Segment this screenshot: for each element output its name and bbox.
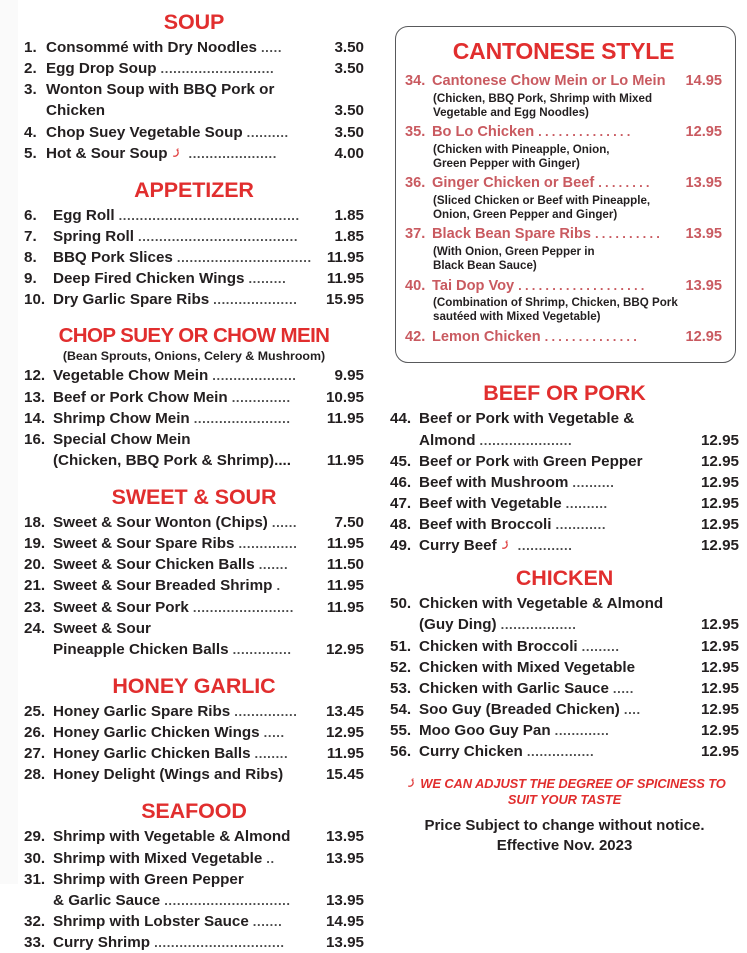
dot-leader: ........ bbox=[254, 746, 289, 762]
menu-item-price: 13.95 bbox=[325, 934, 364, 951]
menu-item-price: 11.95 bbox=[326, 451, 364, 469]
menu-item-price: 12.95 bbox=[700, 452, 739, 470]
menu-item-name-continued: Chicken bbox=[46, 102, 106, 120]
menu-item-price: 3.50 bbox=[334, 123, 364, 141]
effective-date: Effective Nov. 2023 bbox=[496, 836, 633, 854]
cantonese-menu-item bbox=[405, 123, 722, 143]
menu-item-number: 36. bbox=[405, 175, 426, 192]
dot-leader: ............................... bbox=[154, 935, 285, 950]
menu-item-number: 31. bbox=[24, 870, 46, 888]
menu-item bbox=[390, 451, 739, 472]
menu-item-price: 14.95 bbox=[685, 73, 722, 89]
menu-item-number: 12. bbox=[24, 367, 46, 385]
menu-item-number: 45. bbox=[390, 452, 412, 470]
menu-item-price: 3.50 bbox=[334, 39, 364, 56]
menu-item-number: 3. bbox=[24, 81, 37, 99]
menu-item-name-continued: (Chicken, BBQ Pork & Shrimp).... bbox=[53, 451, 291, 469]
menu-item-name: Consommé with Dry Noodles bbox=[46, 39, 257, 56]
menu-item-price: 12.95 bbox=[700, 637, 739, 655]
menu-item-number: 13. bbox=[24, 388, 46, 406]
menu-item-name: Egg Drop Soup bbox=[46, 60, 157, 78]
menu-item-price: 12.95 bbox=[700, 431, 739, 449]
menu-item-number: 37. bbox=[405, 226, 426, 243]
menu-item-name: Spring Roll bbox=[53, 227, 134, 245]
menu-item-number: 47. bbox=[390, 494, 412, 512]
menu-item-number: 23. bbox=[24, 598, 46, 616]
menu-item-description: (Chicken, BBQ Pork, Shrimp with Mixed Vegetable and Egg Noodles) bbox=[433, 91, 653, 119]
menu-item-name: Sweet & Sour Chicken Balls bbox=[53, 556, 255, 574]
dot-leader: .. bbox=[266, 850, 275, 866]
dot-leader: .......... bbox=[572, 474, 615, 490]
section-heading: SEAFOOD bbox=[141, 799, 247, 824]
menu-item-price: 12.95 bbox=[685, 124, 722, 141]
menu-item-price: 12.95 bbox=[700, 722, 739, 740]
menu-item-number: 35. bbox=[405, 124, 426, 141]
menu-item bbox=[24, 79, 364, 100]
menu-item-continuation bbox=[24, 100, 364, 121]
menu-item-number: 25. bbox=[24, 702, 46, 720]
dot-leader: ........................... bbox=[160, 61, 275, 77]
menu-item-number: 46. bbox=[390, 473, 412, 491]
menu-item-price: 3.50 bbox=[334, 60, 364, 78]
menu-item-name: Beef or Pork Chow Mein bbox=[53, 388, 228, 406]
menu-item-name: Hot & Sour Soup bbox=[46, 143, 185, 164]
menu-item-price: 13.95 bbox=[685, 175, 722, 192]
menu-item bbox=[24, 826, 364, 847]
dot-leader: ...................... bbox=[479, 432, 573, 448]
menu-item bbox=[24, 575, 364, 596]
menu-item-number: 8. bbox=[24, 249, 37, 266]
menu-item bbox=[24, 869, 364, 890]
menu-item-price: 13.45 bbox=[325, 702, 364, 720]
menu-item-price: 1.85 bbox=[334, 206, 364, 224]
menu-item-number: 26. bbox=[24, 724, 46, 741]
menu-item-name: Beef with Broccoli bbox=[419, 516, 552, 534]
dot-leader: ........ bbox=[598, 175, 653, 191]
menu-item-number: 16. bbox=[24, 430, 46, 448]
menu-item-price: 12.95 bbox=[700, 700, 739, 718]
menu-item-name: Beef or Pork with Green Pepper bbox=[419, 452, 643, 470]
menu-item-price: 4.00 bbox=[334, 144, 364, 162]
menu-item-number: 14. bbox=[24, 409, 46, 427]
menu-item bbox=[390, 535, 739, 556]
section-heading: APPETIZER bbox=[134, 177, 254, 202]
menu-item-price: 11.95 bbox=[326, 535, 364, 553]
menu-item-name: Chicken with Vegetable & Almond bbox=[419, 595, 664, 613]
menu-item-number: 10. bbox=[24, 291, 46, 309]
menu-item-continuation bbox=[24, 639, 364, 660]
menu-item-number: 56. bbox=[390, 743, 412, 761]
menu-item bbox=[24, 701, 364, 722]
dot-leader: ..... bbox=[260, 40, 283, 55]
menu-footer bbox=[390, 776, 739, 856]
menu-item-name: Cantonese Chow Mein or Lo Mein bbox=[432, 73, 666, 89]
menu-item-price: 13.95 bbox=[325, 891, 364, 909]
menu-item-name: Chicken with Mixed Vegetable bbox=[419, 658, 636, 676]
menu-item-number: 50. bbox=[390, 595, 412, 613]
right-menu-column bbox=[380, 0, 747, 884]
spiciness-notice bbox=[390, 776, 739, 808]
dot-leader: ................ bbox=[526, 744, 595, 760]
menu-item-number: 21. bbox=[24, 577, 46, 595]
menu-item-number: 4. bbox=[24, 123, 37, 141]
menu-item bbox=[390, 493, 739, 514]
menu-item-price: 10.95 bbox=[325, 388, 364, 406]
menu-item-number: 6. bbox=[24, 206, 37, 224]
dot-leader: ............ bbox=[555, 517, 607, 533]
dot-leader: .............. bbox=[232, 641, 292, 657]
menu-item-number: 44. bbox=[390, 410, 412, 428]
dot-leader: ................... bbox=[518, 277, 648, 293]
menu-item-name: Black Bean Spare Ribs bbox=[432, 226, 591, 243]
menu-item-price: 12.95 bbox=[700, 743, 739, 761]
dot-leader: .... bbox=[623, 701, 641, 717]
dot-leader: ..... bbox=[263, 725, 285, 740]
dot-leader: .......... bbox=[565, 495, 608, 511]
menu-item bbox=[24, 247, 364, 268]
menu-item-price: 3.50 bbox=[334, 102, 364, 120]
dot-leader: ....... bbox=[258, 557, 289, 573]
section-heading: HONEY GARLIC bbox=[112, 673, 276, 698]
menu-item-description: (Sliced Chicken or Beef with Pineapple, Onion, Green Pepper and Ginger) bbox=[433, 194, 651, 222]
menu-item bbox=[24, 387, 364, 408]
dot-leader: ..... bbox=[612, 680, 634, 696]
menu-item-number: 40. bbox=[405, 277, 426, 294]
menu-item-price: 12.95 bbox=[700, 537, 739, 555]
menu-item bbox=[24, 618, 364, 639]
menu-item-price: 12.95 bbox=[700, 494, 739, 512]
menu-item-number: 29. bbox=[24, 828, 46, 846]
dot-leader: ......... bbox=[581, 638, 620, 654]
menu-item-name: Shrimp Chow Mein bbox=[53, 409, 190, 427]
menu-item-number: 28. bbox=[24, 766, 46, 784]
menu-item-price: 11.95 bbox=[326, 270, 364, 288]
menu-item-price: 11.95 bbox=[326, 409, 364, 427]
menu-item-description: (With Onion, Green Pepper in Black Bean Sauce) bbox=[433, 245, 595, 273]
menu-item-price: 13.95 bbox=[685, 226, 722, 243]
dot-leader: . bbox=[276, 578, 281, 594]
menu-item-name: Dry Garlic Spare Ribs bbox=[53, 291, 210, 309]
menu-item-price: 11.95 bbox=[326, 249, 364, 266]
cantonese-style-heading: CANTONESE STYLE bbox=[452, 38, 675, 64]
section-heading: BEEF OR PORK bbox=[483, 381, 646, 406]
menu-item-number: 24. bbox=[24, 619, 46, 637]
menu-item-name: Egg Roll bbox=[53, 206, 115, 224]
menu-item bbox=[24, 205, 364, 226]
menu-item-price: 12.95 bbox=[700, 473, 739, 491]
menu-item bbox=[24, 848, 364, 869]
dot-leader: ....................... bbox=[193, 410, 291, 426]
menu-item-name: Beef with Vegetable bbox=[419, 494, 562, 512]
dot-leader: .......... bbox=[594, 226, 664, 242]
dot-leader: .................... bbox=[212, 368, 297, 384]
menu-item bbox=[24, 429, 364, 450]
menu-item bbox=[24, 743, 364, 764]
menu-item bbox=[390, 657, 739, 678]
dot-leader: ...................................... bbox=[138, 228, 299, 244]
chili-pepper-icon bbox=[497, 537, 514, 554]
menu-item-price: 14.95 bbox=[325, 912, 364, 930]
menu-item-price: 12.95 bbox=[325, 724, 364, 741]
menu-item-number: 42. bbox=[405, 328, 426, 345]
spiciness-notice-line1: WE CAN ADJUST THE DEGREE OF SPICINESS TO bbox=[420, 776, 726, 792]
menu-item-name: Soo Guy (Breaded Chicken) bbox=[419, 700, 620, 718]
menu-item-number: 7. bbox=[24, 227, 37, 245]
menu-item-number: 53. bbox=[390, 679, 412, 697]
menu-item-number: 18. bbox=[24, 514, 46, 531]
menu-item-number: 34. bbox=[405, 73, 426, 89]
section-subtitle: (Bean Sprouts, Onions, Celery & Mushroom) bbox=[62, 349, 326, 364]
menu-item-price: 13.95 bbox=[685, 277, 722, 294]
menu-item bbox=[24, 932, 364, 953]
menu-item-price: 12.95 bbox=[700, 616, 739, 634]
menu-item-price: 11.95 bbox=[326, 745, 364, 763]
menu-item bbox=[24, 554, 364, 575]
menu-item-name: Curry Shrimp bbox=[53, 934, 151, 951]
section-heading: CHOP SUEY OR CHOW MEIN bbox=[58, 324, 330, 348]
dot-leader: ........................................... bbox=[118, 207, 300, 223]
menu-item-name: Curry Chicken bbox=[419, 743, 523, 761]
menu-item bbox=[24, 37, 364, 58]
menu-item bbox=[24, 268, 364, 289]
menu-item-name: Beef or Pork with Vegetable & bbox=[419, 410, 635, 428]
menu-item bbox=[390, 741, 739, 762]
menu-item-name: Vegetable Chow Mein bbox=[53, 367, 209, 385]
menu-item-name: Shrimp with Green Pepper bbox=[53, 870, 244, 888]
menu-item-name: Sweet & Sour Spare Ribs bbox=[53, 535, 235, 553]
menu-item-name: BBQ Pork Slices bbox=[53, 249, 173, 266]
menu-item-name-continued: Almond bbox=[419, 431, 476, 449]
menu-item-name: Shrimp with Vegetable & Almond bbox=[53, 828, 291, 846]
section-heading: SWEET & SOUR bbox=[111, 485, 277, 509]
menu-item-name-continued: (Guy Ding) bbox=[419, 616, 497, 634]
menu-item bbox=[24, 764, 364, 785]
menu-item-price: 11.95 bbox=[326, 577, 364, 595]
cantonese-menu-item bbox=[405, 328, 722, 348]
dot-leader: ............. bbox=[517, 538, 573, 554]
menu-item-name: Honey Garlic Chicken Wings bbox=[53, 724, 260, 741]
menu-item-number: 5. bbox=[24, 144, 37, 162]
menu-item-price: 12.95 bbox=[325, 640, 364, 658]
menu-item-name: Wonton Soup with BBQ Pork or bbox=[46, 81, 275, 99]
menu-item-name: Tai Dop Voy bbox=[432, 277, 515, 294]
menu-item-number: 55. bbox=[390, 722, 412, 740]
menu-item-name: Moo Goo Guy Pan bbox=[419, 722, 551, 740]
menu-item-number: 2. bbox=[24, 60, 37, 78]
menu-item-name: Beef with Mushroom bbox=[419, 473, 569, 491]
menu-item-price: 13.95 bbox=[325, 828, 364, 846]
menu-item-description: (Chicken with Pineapple, Onion, Green Pepper with Ginger) bbox=[433, 142, 610, 171]
menu-item-name: Honey Garlic Spare Ribs bbox=[53, 702, 231, 720]
menu-item-price: 7.50 bbox=[334, 514, 364, 531]
menu-item-name: Bo Lo Chicken bbox=[432, 124, 535, 141]
spiciness-notice-line2: SUIT YOUR TASTE bbox=[507, 792, 622, 808]
price-disclaimer-line1: Price Subject to change without notice. bbox=[424, 816, 705, 834]
menu-item-number: 48. bbox=[390, 516, 412, 534]
menu-item bbox=[24, 226, 364, 247]
menu-item-number: 33. bbox=[24, 934, 46, 951]
menu-item bbox=[390, 472, 739, 493]
dot-leader: ...... bbox=[271, 515, 298, 530]
menu-item-name: Sweet & Sour bbox=[53, 619, 151, 637]
menu-item-name: Sweet & Sour Breaded Shrimp bbox=[53, 577, 273, 595]
price-disclaimer bbox=[390, 816, 739, 857]
menu-item-number: 19. bbox=[24, 535, 46, 553]
menu-item-number: 27. bbox=[24, 745, 46, 763]
menu-item-name: Sweet & Sour Wonton (Chips) bbox=[53, 514, 268, 531]
chili-pepper-icon bbox=[168, 145, 185, 162]
cantonese-menu-item bbox=[405, 277, 722, 297]
menu-item-number: 51. bbox=[390, 637, 412, 655]
menu-item bbox=[24, 143, 364, 164]
dot-leader: ................................ bbox=[176, 250, 312, 265]
menu-item bbox=[390, 408, 739, 429]
menu-item-continuation bbox=[390, 614, 739, 635]
cantonese-style-panel bbox=[395, 26, 736, 363]
menu-item-name: Chop Suey Vegetable Soup bbox=[46, 123, 243, 141]
dot-leader: ........................ bbox=[192, 599, 294, 615]
menu-item bbox=[24, 722, 364, 743]
menu-item-name: Special Chow Mein bbox=[53, 430, 191, 448]
menu-item bbox=[390, 678, 739, 699]
menu-item-name: Deep Fired Chicken Wings bbox=[53, 270, 245, 288]
menu-item-name: Chicken with Garlic Sauce bbox=[419, 679, 609, 697]
menu-item-name: Shrimp with Mixed Vegetable bbox=[53, 849, 263, 867]
menu-item bbox=[390, 720, 739, 741]
menu-item-price: 15.45 bbox=[325, 766, 364, 784]
cantonese-menu-item bbox=[405, 225, 722, 245]
dot-leader: .............. bbox=[544, 328, 641, 344]
cantonese-menu-item bbox=[405, 174, 722, 194]
dot-leader: .................... bbox=[213, 292, 298, 308]
menu-item-price: 11.50 bbox=[326, 556, 364, 574]
menu-item bbox=[24, 122, 364, 143]
menu-item-price: 12.95 bbox=[700, 658, 739, 676]
dot-leader: ............. bbox=[554, 723, 610, 739]
dot-leader: .......... bbox=[246, 124, 289, 140]
dot-leader: ....... bbox=[252, 913, 283, 929]
menu-item bbox=[24, 911, 364, 932]
menu-item bbox=[24, 597, 364, 618]
menu-item-number: 1. bbox=[24, 39, 37, 56]
menu-item-price: 11.95 bbox=[326, 598, 364, 616]
menu-item-price: 13.95 bbox=[325, 849, 364, 867]
menu-item-name-continued: Pineapple Chicken Balls bbox=[53, 640, 229, 658]
menu-item bbox=[24, 289, 364, 310]
dot-leader: .................. bbox=[500, 617, 577, 633]
menu-item-continuation bbox=[390, 430, 739, 451]
menu-item bbox=[24, 58, 364, 79]
section-heading: SOUP bbox=[163, 10, 225, 34]
menu-item bbox=[24, 365, 364, 386]
menu-item-number: 32. bbox=[24, 912, 46, 930]
menu-item bbox=[24, 512, 364, 533]
dot-leader: ............... bbox=[234, 703, 298, 719]
dot-leader: .............. bbox=[238, 536, 298, 552]
menu-item-name: Shrimp with Lobster Sauce bbox=[53, 912, 249, 930]
menu-item bbox=[390, 593, 739, 614]
menu-item bbox=[24, 408, 364, 429]
menu-item-number: 9. bbox=[24, 270, 37, 288]
menu-item-price: 1.85 bbox=[334, 227, 364, 245]
menu-item-price: 12.95 bbox=[685, 328, 722, 345]
menu-item-number: 20. bbox=[24, 556, 46, 574]
dot-leader: .............. bbox=[231, 389, 291, 405]
menu-item-number: 54. bbox=[390, 700, 412, 718]
menu-item-price: 15.95 bbox=[325, 291, 364, 309]
menu-item-continuation bbox=[24, 450, 364, 471]
menu-item-price: 9.95 bbox=[334, 367, 364, 385]
menu-item-name: Honey Garlic Chicken Balls bbox=[53, 745, 251, 763]
menu-item-number: 49. bbox=[390, 537, 412, 555]
menu-item bbox=[390, 514, 739, 535]
menu-item-name: Ginger Chicken or Beef bbox=[432, 175, 595, 192]
menu-item-name: Curry Beef bbox=[419, 535, 514, 556]
menu-item-name: Lemon Chicken bbox=[432, 328, 541, 345]
menu-item-price: 12.95 bbox=[700, 516, 739, 534]
menu-item bbox=[390, 636, 739, 657]
menu-item-description: (Combination of Shrimp, Chicken, BBQ Pork sautéed with Mixed Vegetable) bbox=[433, 296, 678, 324]
chili-pepper-icon bbox=[403, 776, 420, 791]
dot-leader: .............. bbox=[538, 124, 634, 140]
dot-leader: ..................... bbox=[188, 145, 277, 161]
menu-item-name: Chicken with Broccoli bbox=[419, 637, 578, 655]
menu-item-name: Honey Delight (Wings and Ribs) bbox=[53, 766, 284, 784]
menu-item-price: 12.95 bbox=[700, 679, 739, 697]
menu-item-continuation bbox=[24, 890, 364, 911]
menu-item bbox=[24, 533, 364, 554]
menu-item bbox=[390, 699, 739, 720]
menu-item-number: 30. bbox=[24, 849, 46, 867]
dot-leader: .............................. bbox=[164, 892, 291, 908]
menu-item-number: 52. bbox=[390, 658, 412, 676]
section-heading: CHICKEN bbox=[515, 566, 614, 591]
menu-item-name: Sweet & Sour Pork bbox=[53, 598, 189, 616]
menu-item-name-continued: & Garlic Sauce bbox=[53, 891, 161, 909]
dot-leader: ......... bbox=[248, 271, 287, 287]
cantonese-menu-item bbox=[405, 72, 722, 92]
